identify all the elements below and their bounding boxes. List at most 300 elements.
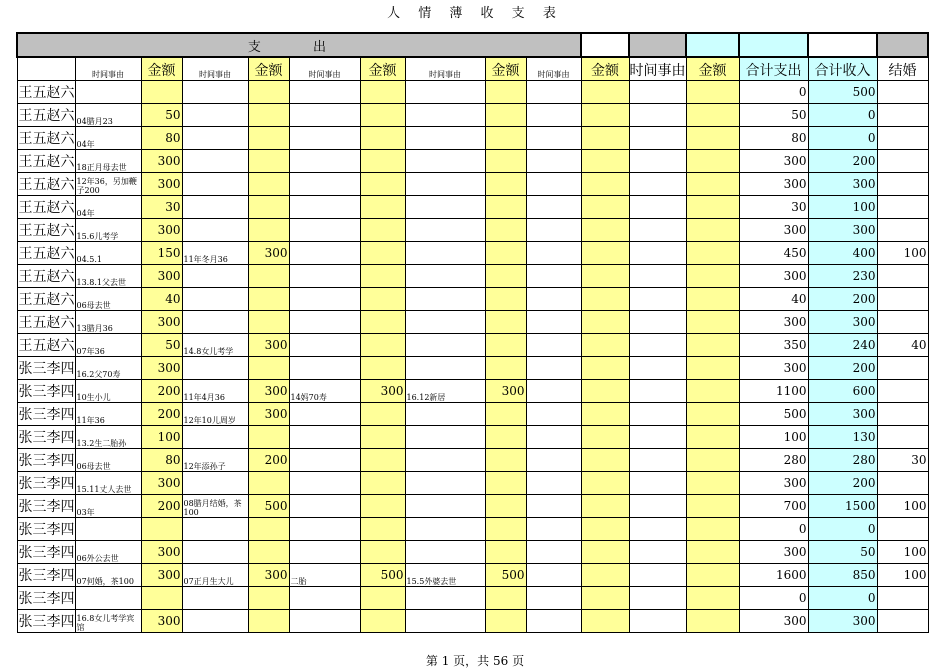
amount-cell[interactable] <box>581 564 629 587</box>
row-name-cell[interactable]: 张三李四 <box>17 495 75 518</box>
reason-cell[interactable] <box>75 518 141 541</box>
total-expense-cell[interactable]: 500 <box>739 403 808 426</box>
amount-cell[interactable] <box>248 127 289 150</box>
reason-cell[interactable] <box>405 541 485 564</box>
reason-cell[interactable] <box>405 196 485 219</box>
wedding-cell[interactable] <box>877 311 928 334</box>
reason-cell[interactable] <box>289 127 360 150</box>
amount-cell[interactable]: 300 <box>141 541 182 564</box>
amount-cell[interactable] <box>686 426 739 449</box>
reason-cell[interactable]: 07何婚，茶100 <box>75 564 141 587</box>
reason-cell[interactable]: 07正月生大儿 <box>182 564 248 587</box>
amount-cell[interactable] <box>686 564 739 587</box>
amount-cell[interactable] <box>686 288 739 311</box>
amount-cell[interactable] <box>581 219 629 242</box>
amount-cell[interactable] <box>485 518 526 541</box>
reason-cell[interactable] <box>629 518 686 541</box>
amount-cell[interactable] <box>360 81 405 104</box>
row-name-cell[interactable]: 王五赵六 <box>17 288 75 311</box>
reason-cell[interactable]: 04腊月23 <box>75 104 141 127</box>
amount-cell[interactable] <box>485 104 526 127</box>
total-income-cell[interactable]: 300 <box>808 219 877 242</box>
reason-cell[interactable] <box>289 449 360 472</box>
reason-cell[interactable]: 04.5.1 <box>75 242 141 265</box>
amount-cell[interactable] <box>581 150 629 173</box>
reason-cell[interactable] <box>182 265 248 288</box>
amount-cell[interactable] <box>360 196 405 219</box>
row-name-cell[interactable]: 张三李四 <box>17 610 75 633</box>
reason-cell[interactable] <box>405 587 485 610</box>
reason-cell[interactable]: 03年 <box>75 495 141 518</box>
amount-cell[interactable] <box>485 426 526 449</box>
amount-cell[interactable] <box>686 472 739 495</box>
total-income-cell[interactable]: 240 <box>808 334 877 357</box>
amount-cell[interactable] <box>485 173 526 196</box>
reason-cell[interactable] <box>526 564 581 587</box>
total-expense-cell[interactable]: 300 <box>739 150 808 173</box>
row-name-cell[interactable]: 王五赵六 <box>17 127 75 150</box>
reason-cell[interactable]: 15.6儿考学 <box>75 219 141 242</box>
amount-cell[interactable] <box>686 357 739 380</box>
amount-cell[interactable] <box>581 265 629 288</box>
amount-cell[interactable] <box>581 311 629 334</box>
wedding-cell[interactable] <box>877 127 928 150</box>
amount-cell[interactable]: 300 <box>360 380 405 403</box>
amount-cell[interactable] <box>686 495 739 518</box>
wedding-cell[interactable] <box>877 357 928 380</box>
reason-cell[interactable]: 12年36，另加鞭子200 <box>75 173 141 196</box>
reason-cell[interactable] <box>182 518 248 541</box>
total-expense-cell[interactable]: 350 <box>739 334 808 357</box>
total-expense-cell[interactable]: 300 <box>739 541 808 564</box>
total-income-cell[interactable]: 0 <box>808 127 877 150</box>
reason-cell[interactable] <box>405 472 485 495</box>
reason-cell[interactable] <box>405 242 485 265</box>
wedding-cell[interactable] <box>877 196 928 219</box>
row-name-cell[interactable]: 张三李四 <box>17 541 75 564</box>
amount-cell[interactable] <box>686 449 739 472</box>
reason-cell[interactable] <box>405 219 485 242</box>
reason-cell[interactable] <box>289 541 360 564</box>
amount-cell[interactable]: 200 <box>141 380 182 403</box>
reason-cell[interactable] <box>629 610 686 633</box>
reason-cell[interactable]: 06外公去世 <box>75 541 141 564</box>
amount-cell[interactable]: 50 <box>141 104 182 127</box>
reason-cell[interactable]: 07年36 <box>75 334 141 357</box>
amount-cell[interactable] <box>360 242 405 265</box>
row-name-cell[interactable]: 王五赵六 <box>17 311 75 334</box>
amount-cell[interactable] <box>248 357 289 380</box>
amount-cell[interactable] <box>686 81 739 104</box>
total-expense-cell[interactable]: 300 <box>739 265 808 288</box>
total-income-cell[interactable]: 300 <box>808 311 877 334</box>
reason-cell[interactable] <box>526 495 581 518</box>
reason-cell[interactable] <box>526 449 581 472</box>
amount-cell[interactable]: 300 <box>141 564 182 587</box>
amount-cell[interactable] <box>360 518 405 541</box>
reason-cell[interactable]: 13.8.1父去世 <box>75 265 141 288</box>
total-expense-cell[interactable]: 0 <box>739 81 808 104</box>
reason-cell[interactable] <box>405 334 485 357</box>
amount-cell[interactable]: 40 <box>141 288 182 311</box>
amount-cell[interactable] <box>581 357 629 380</box>
reason-cell[interactable] <box>526 311 581 334</box>
wedding-cell[interactable] <box>877 81 928 104</box>
reason-cell[interactable] <box>526 426 581 449</box>
amount-cell[interactable] <box>686 242 739 265</box>
amount-cell[interactable] <box>686 334 739 357</box>
wedding-cell[interactable] <box>877 472 928 495</box>
amount-cell[interactable] <box>686 518 739 541</box>
wedding-cell[interactable]: 100 <box>877 242 928 265</box>
reason-cell[interactable] <box>405 104 485 127</box>
amount-cell[interactable]: 50 <box>141 334 182 357</box>
amount-cell[interactable] <box>581 541 629 564</box>
amount-cell[interactable] <box>485 127 526 150</box>
total-income-cell[interactable]: 50 <box>808 541 877 564</box>
total-income-cell[interactable]: 300 <box>808 173 877 196</box>
reason-cell[interactable] <box>289 173 360 196</box>
amount-cell[interactable] <box>686 541 739 564</box>
total-income-cell[interactable]: 500 <box>808 81 877 104</box>
reason-cell[interactable] <box>405 288 485 311</box>
reason-cell[interactable] <box>182 587 248 610</box>
amount-cell[interactable]: 300 <box>248 380 289 403</box>
amount-cell[interactable] <box>485 219 526 242</box>
reason-cell[interactable] <box>289 610 360 633</box>
reason-cell[interactable]: 11年冬月36 <box>182 242 248 265</box>
amount-cell[interactable] <box>360 173 405 196</box>
row-name-cell[interactable]: 张三李四 <box>17 449 75 472</box>
amount-cell[interactable] <box>686 311 739 334</box>
wedding-cell[interactable] <box>877 610 928 633</box>
amount-cell[interactable] <box>581 81 629 104</box>
amount-cell[interactable] <box>248 587 289 610</box>
reason-cell[interactable]: 16.2父70寿 <box>75 357 141 380</box>
row-name-cell[interactable]: 王五赵六 <box>17 334 75 357</box>
reason-cell[interactable] <box>289 196 360 219</box>
amount-cell[interactable] <box>360 495 405 518</box>
reason-cell[interactable] <box>629 587 686 610</box>
reason-cell[interactable] <box>526 518 581 541</box>
wedding-cell[interactable]: 100 <box>877 495 928 518</box>
reason-cell[interactable] <box>289 150 360 173</box>
amount-cell[interactable] <box>686 104 739 127</box>
reason-cell[interactable] <box>289 311 360 334</box>
reason-cell[interactable] <box>182 357 248 380</box>
amount-cell[interactable]: 200 <box>248 449 289 472</box>
reason-cell[interactable] <box>629 449 686 472</box>
total-expense-cell[interactable]: 300 <box>739 610 808 633</box>
reason-cell[interactable]: 08腊月结婚，茶100 <box>182 495 248 518</box>
wedding-cell[interactable] <box>877 219 928 242</box>
reason-cell[interactable] <box>629 173 686 196</box>
amount-cell[interactable] <box>686 610 739 633</box>
row-name-cell[interactable]: 张三李四 <box>17 564 75 587</box>
amount-cell[interactable] <box>581 403 629 426</box>
amount-cell[interactable]: 300 <box>141 150 182 173</box>
wedding-cell[interactable]: 40 <box>877 334 928 357</box>
reason-cell[interactable] <box>629 288 686 311</box>
reason-cell[interactable] <box>629 380 686 403</box>
reason-cell[interactable] <box>629 495 686 518</box>
amount-cell[interactable]: 500 <box>248 495 289 518</box>
reason-cell[interactable] <box>289 518 360 541</box>
amount-cell[interactable]: 150 <box>141 242 182 265</box>
reason-cell[interactable] <box>405 518 485 541</box>
amount-cell[interactable] <box>485 288 526 311</box>
wedding-cell[interactable]: 100 <box>877 564 928 587</box>
amount-cell[interactable] <box>360 219 405 242</box>
reason-cell[interactable] <box>289 104 360 127</box>
reason-cell[interactable] <box>289 242 360 265</box>
amount-cell[interactable] <box>581 472 629 495</box>
reason-cell[interactable] <box>289 334 360 357</box>
total-expense-cell[interactable]: 40 <box>739 288 808 311</box>
amount-cell[interactable] <box>485 150 526 173</box>
reason-cell[interactable]: 06母去世 <box>75 449 141 472</box>
amount-cell[interactable] <box>686 127 739 150</box>
reason-cell[interactable] <box>526 219 581 242</box>
total-income-cell[interactable]: 280 <box>808 449 877 472</box>
reason-cell[interactable] <box>405 449 485 472</box>
reason-cell[interactable] <box>526 173 581 196</box>
amount-cell[interactable] <box>581 104 629 127</box>
amount-cell[interactable] <box>360 357 405 380</box>
reason-cell[interactable] <box>75 81 141 104</box>
amount-cell[interactable] <box>581 127 629 150</box>
reason-cell[interactable] <box>405 127 485 150</box>
amount-cell[interactable] <box>485 610 526 633</box>
reason-cell[interactable] <box>405 311 485 334</box>
amount-cell[interactable]: 80 <box>141 449 182 472</box>
reason-cell[interactable]: 16.12新居 <box>405 380 485 403</box>
total-income-cell[interactable]: 400 <box>808 242 877 265</box>
amount-cell[interactable] <box>248 150 289 173</box>
total-income-cell[interactable]: 600 <box>808 380 877 403</box>
reason-cell[interactable] <box>629 242 686 265</box>
reason-cell[interactable] <box>629 403 686 426</box>
row-name-cell[interactable]: 王五赵六 <box>17 265 75 288</box>
amount-cell[interactable]: 300 <box>141 472 182 495</box>
reason-cell[interactable]: 14.8女儿考学 <box>182 334 248 357</box>
reason-cell[interactable]: 10生小儿 <box>75 380 141 403</box>
total-income-cell[interactable]: 300 <box>808 610 877 633</box>
reason-cell[interactable]: 11年36 <box>75 403 141 426</box>
total-income-cell[interactable]: 200 <box>808 357 877 380</box>
amount-cell[interactable] <box>581 426 629 449</box>
amount-cell[interactable]: 200 <box>141 403 182 426</box>
amount-cell[interactable] <box>360 541 405 564</box>
reason-cell[interactable] <box>526 196 581 219</box>
reason-cell[interactable]: 18正月母去世 <box>75 150 141 173</box>
total-expense-cell[interactable]: 300 <box>739 173 808 196</box>
wedding-cell[interactable] <box>877 403 928 426</box>
wedding-cell[interactable]: 100 <box>877 541 928 564</box>
row-name-cell[interactable]: 张三李四 <box>17 426 75 449</box>
amount-cell[interactable]: 300 <box>248 334 289 357</box>
reason-cell[interactable]: 06母去世 <box>75 288 141 311</box>
reason-cell[interactable]: 04年 <box>75 127 141 150</box>
reason-cell[interactable] <box>629 472 686 495</box>
total-income-cell[interactable]: 200 <box>808 288 877 311</box>
amount-cell[interactable] <box>360 403 405 426</box>
reason-cell[interactable] <box>289 357 360 380</box>
amount-cell[interactable] <box>141 518 182 541</box>
reason-cell[interactable] <box>405 173 485 196</box>
amount-cell[interactable] <box>485 472 526 495</box>
reason-cell[interactable] <box>289 403 360 426</box>
reason-cell[interactable] <box>289 81 360 104</box>
reason-cell[interactable] <box>629 81 686 104</box>
reason-cell[interactable] <box>405 150 485 173</box>
reason-cell[interactable]: 12年添孙子 <box>182 449 248 472</box>
amount-cell[interactable] <box>581 334 629 357</box>
amount-cell[interactable] <box>360 610 405 633</box>
amount-cell[interactable]: 100 <box>141 426 182 449</box>
amount-cell[interactable] <box>581 587 629 610</box>
amount-cell[interactable] <box>248 426 289 449</box>
reason-cell[interactable] <box>526 587 581 610</box>
total-income-cell[interactable]: 300 <box>808 403 877 426</box>
amount-cell[interactable] <box>686 173 739 196</box>
reason-cell[interactable] <box>629 564 686 587</box>
reason-cell[interactable] <box>405 403 485 426</box>
reason-cell[interactable] <box>526 265 581 288</box>
reason-cell[interactable]: 15.5外婆去世 <box>405 564 485 587</box>
amount-cell[interactable] <box>248 610 289 633</box>
row-name-cell[interactable]: 张三李四 <box>17 357 75 380</box>
total-expense-cell[interactable]: 300 <box>739 219 808 242</box>
reason-cell[interactable] <box>405 357 485 380</box>
reason-cell[interactable]: 11年4月36 <box>182 380 248 403</box>
amount-cell[interactable] <box>686 380 739 403</box>
total-expense-cell[interactable]: 450 <box>739 242 808 265</box>
amount-cell[interactable] <box>581 610 629 633</box>
reason-cell[interactable] <box>629 265 686 288</box>
amount-cell[interactable] <box>686 265 739 288</box>
reason-cell[interactable] <box>629 219 686 242</box>
amount-cell[interactable]: 300 <box>141 610 182 633</box>
amount-cell[interactable] <box>248 173 289 196</box>
reason-cell[interactable] <box>526 104 581 127</box>
row-name-cell[interactable]: 王五赵六 <box>17 242 75 265</box>
reason-cell[interactable] <box>526 81 581 104</box>
total-expense-cell[interactable]: 0 <box>739 518 808 541</box>
amount-cell[interactable] <box>485 334 526 357</box>
reason-cell[interactable] <box>289 495 360 518</box>
amount-cell[interactable]: 300 <box>141 173 182 196</box>
wedding-cell[interactable] <box>877 426 928 449</box>
reason-cell[interactable] <box>182 610 248 633</box>
total-income-cell[interactable]: 130 <box>808 426 877 449</box>
reason-cell[interactable] <box>289 426 360 449</box>
reason-cell[interactable] <box>526 357 581 380</box>
amount-cell[interactable] <box>485 449 526 472</box>
amount-cell[interactable]: 300 <box>248 242 289 265</box>
reason-cell[interactable] <box>289 265 360 288</box>
amount-cell[interactable] <box>686 587 739 610</box>
amount-cell[interactable] <box>485 541 526 564</box>
amount-cell[interactable]: 200 <box>141 495 182 518</box>
total-income-cell[interactable]: 0 <box>808 587 877 610</box>
total-expense-cell[interactable]: 1100 <box>739 380 808 403</box>
total-expense-cell[interactable]: 80 <box>739 127 808 150</box>
wedding-cell[interactable] <box>877 173 928 196</box>
wedding-cell[interactable] <box>877 265 928 288</box>
amount-cell[interactable] <box>248 81 289 104</box>
amount-cell[interactable]: 300 <box>485 380 526 403</box>
reason-cell[interactable] <box>526 334 581 357</box>
reason-cell[interactable] <box>526 403 581 426</box>
amount-cell[interactable] <box>581 288 629 311</box>
amount-cell[interactable] <box>485 196 526 219</box>
amount-cell[interactable] <box>248 196 289 219</box>
total-income-cell[interactable]: 230 <box>808 265 877 288</box>
amount-cell[interactable] <box>248 518 289 541</box>
amount-cell[interactable] <box>248 104 289 127</box>
amount-cell[interactable]: 500 <box>360 564 405 587</box>
amount-cell[interactable]: 300 <box>248 564 289 587</box>
reason-cell[interactable] <box>405 265 485 288</box>
reason-cell[interactable] <box>289 472 360 495</box>
total-income-cell[interactable]: 0 <box>808 104 877 127</box>
amount-cell[interactable] <box>581 518 629 541</box>
amount-cell[interactable] <box>581 173 629 196</box>
wedding-cell[interactable] <box>877 518 928 541</box>
row-name-cell[interactable]: 张三李四 <box>17 380 75 403</box>
reason-cell[interactable] <box>526 472 581 495</box>
total-expense-cell[interactable]: 300 <box>739 357 808 380</box>
row-name-cell[interactable]: 张三李四 <box>17 472 75 495</box>
reason-cell[interactable] <box>182 196 248 219</box>
reason-cell[interactable] <box>629 150 686 173</box>
reason-cell[interactable]: 14妈70寿 <box>289 380 360 403</box>
amount-cell[interactable] <box>686 150 739 173</box>
amount-cell[interactable] <box>485 495 526 518</box>
reason-cell[interactable] <box>182 173 248 196</box>
amount-cell[interactable]: 300 <box>141 311 182 334</box>
amount-cell[interactable]: 300 <box>248 403 289 426</box>
total-income-cell[interactable]: 0 <box>808 518 877 541</box>
reason-cell[interactable] <box>526 242 581 265</box>
reason-cell[interactable] <box>182 541 248 564</box>
reason-cell[interactable] <box>182 104 248 127</box>
amount-cell[interactable] <box>686 219 739 242</box>
amount-cell[interactable] <box>248 541 289 564</box>
reason-cell[interactable] <box>526 127 581 150</box>
total-income-cell[interactable]: 850 <box>808 564 877 587</box>
amount-cell[interactable]: 30 <box>141 196 182 219</box>
amount-cell[interactable] <box>248 265 289 288</box>
reason-cell[interactable] <box>526 288 581 311</box>
reason-cell[interactable] <box>182 127 248 150</box>
amount-cell[interactable] <box>360 472 405 495</box>
row-name-cell[interactable]: 张三李四 <box>17 518 75 541</box>
amount-cell[interactable] <box>141 587 182 610</box>
total-expense-cell[interactable]: 300 <box>739 472 808 495</box>
reason-cell[interactable] <box>629 196 686 219</box>
row-name-cell[interactable]: 王五赵六 <box>17 196 75 219</box>
total-income-cell[interactable]: 200 <box>808 150 877 173</box>
reason-cell[interactable]: 04年 <box>75 196 141 219</box>
reason-cell[interactable] <box>405 610 485 633</box>
row-name-cell[interactable]: 王五赵六 <box>17 219 75 242</box>
row-name-cell[interactable]: 王五赵六 <box>17 173 75 196</box>
amount-cell[interactable] <box>360 127 405 150</box>
total-expense-cell[interactable]: 0 <box>739 587 808 610</box>
reason-cell[interactable]: 16.8女儿考学宾馆 <box>75 610 141 633</box>
